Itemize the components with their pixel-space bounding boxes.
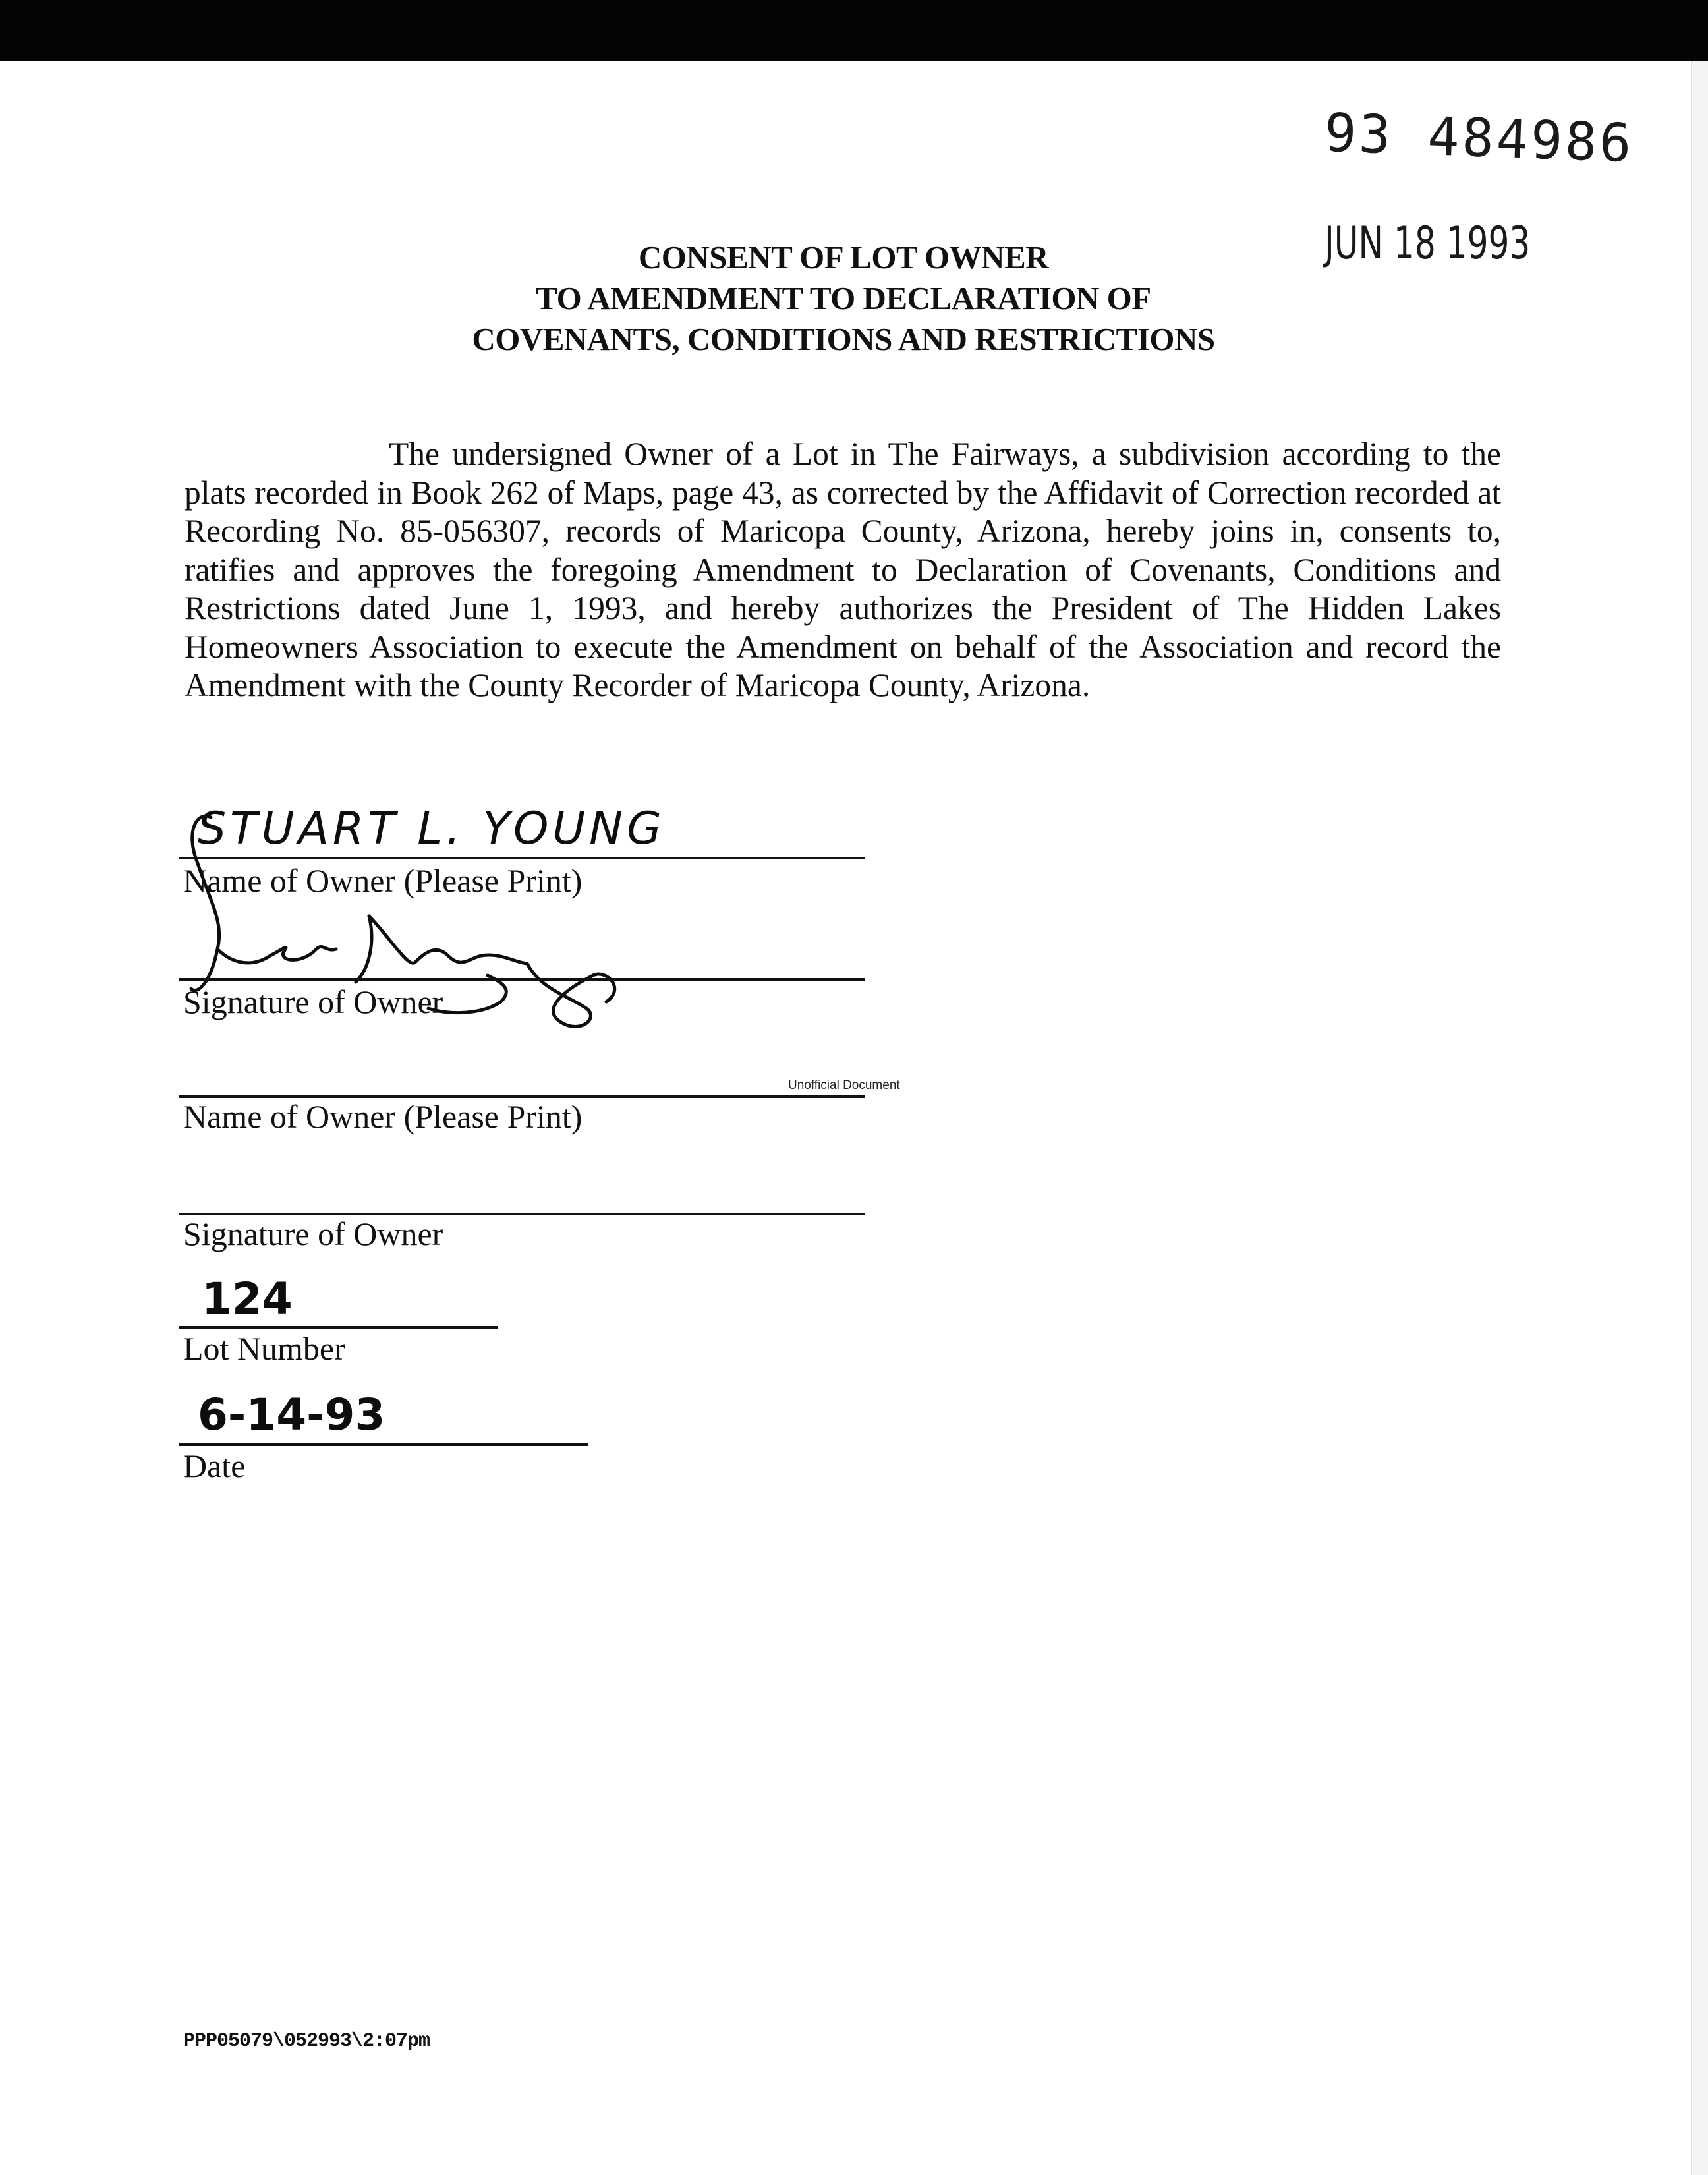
- owner2-name-label: Name of Owner (Please Print): [183, 1098, 583, 1135]
- lot-number-label: Lot Number: [183, 1330, 345, 1367]
- title-line-3: COVENANTS, CONDITIONS AND RESTRICTIONS: [472, 321, 1215, 357]
- owner2-signature-label: Signature of Owner: [183, 1215, 443, 1252]
- recording-number-stamp: 93 484986: [1323, 102, 1635, 175]
- owner1-name-label: Name of Owner (Please Print): [183, 862, 583, 899]
- owner1-signature-label: Signature of Owner: [183, 983, 443, 1020]
- document-title: [369, 237, 1318, 360]
- date-handwritten: 6-14-93: [198, 1389, 385, 1440]
- unofficial-document-watermark: Unofficial Document: [788, 1078, 900, 1092]
- title-line-1: CONSENT OF LOT OWNER: [638, 239, 1049, 276]
- owner1-name-handwritten: STUART L. YOUNG: [198, 803, 666, 855]
- consent-paragraph: The undersigned Owner of a Lot in The Fairways, a subdivision according to the plats recorded in Book 262 of Maps, page 43, as corrected by the Affidavit of Correction recorded at Recording No. 85-056307, records of Maricopa County, Arizona, hereby joins in, consents to, ratifies and approves the foregoing Amendment to Declaration of Covenants, Conditions and Restrictions dated June 1, 1993, and hereby authorizes the President of The Hidden Lakes Homeowners Association to execute the Amendment on behalf of the Association and record the Amendment with the County Recorder of Maricopa County, Arizona.: [185, 436, 1501, 703]
- footer-document-code: PPP05079\052993\2:07pm: [183, 2030, 430, 2052]
- owner1-signature-line: [179, 978, 865, 981]
- scan-page-edge: [1691, 61, 1708, 2175]
- scan-top-border: [0, 0, 1708, 61]
- lot-number-handwritten: 124: [202, 1273, 293, 1324]
- recording-date-stamp: JUN 18 1993: [1324, 218, 1531, 270]
- date-label: Date: [183, 1447, 246, 1484]
- title-line-2: TO AMENDMENT TO DECLARATION OF: [536, 280, 1151, 316]
